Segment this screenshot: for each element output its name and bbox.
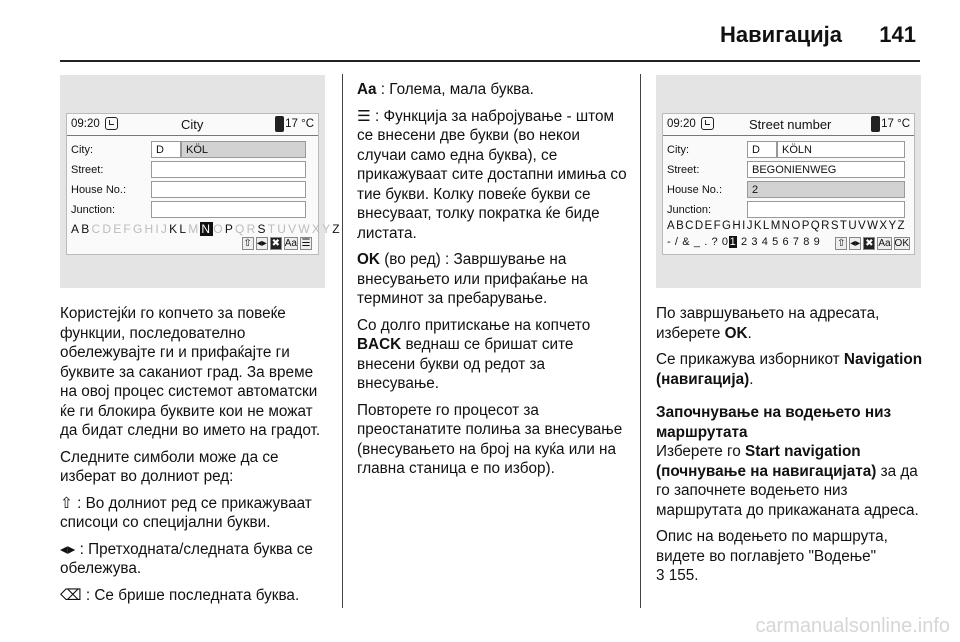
paragraph: Повторете го процесот за преостанатите полиња за внесување (внесувањето на број на куќа или на главна станица е по избор).	[357, 401, 623, 477]
key-a[interactable]: A	[71, 222, 82, 236]
key-d[interactable]: D	[102, 222, 114, 236]
page-reference-icon: 3	[656, 567, 665, 584]
paragraph	[656, 304, 924, 343]
key-w[interactable]: W	[298, 222, 312, 236]
paragraph-text: : Се брише последната буква.	[81, 586, 300, 604]
paragraph-text: По завршувањето на адресата, изберете	[656, 305, 880, 342]
keyboard-control-button[interactable]: ⇧	[837, 238, 846, 249]
paragraph	[60, 586, 330, 606]
house-number-input[interactable]: 2	[747, 181, 905, 198]
junction-input[interactable]	[747, 201, 905, 218]
thermometer-icon	[275, 116, 284, 132]
field-row-house	[667, 181, 912, 200]
street-input[interactable]: BEGONIENWEG	[747, 161, 905, 178]
screen-figure-city	[60, 75, 342, 288]
keyboard-control-button[interactable]: ◂▸	[256, 238, 267, 249]
field-row-street	[71, 161, 316, 180]
paragraph: Користејќи го копчето за повеќе функции, последователно обележувајте ги и прифаќајте ги буквите за саканиот град. За време на овој процес системот автоматски ќе ги блокира буквите кои не можат да бидат следни во името на градот.	[60, 305, 321, 439]
clock-icon	[701, 117, 714, 130]
key-v[interactable]: V	[288, 222, 299, 236]
keyboard-control-button[interactable]: OK	[894, 238, 909, 249]
status-bar	[67, 114, 318, 136]
status-bar	[663, 114, 914, 136]
ok-symbol: OK	[357, 251, 380, 268]
key-b[interactable]: B	[81, 222, 92, 236]
screen-figure-street-number	[656, 75, 921, 288]
keyboard-controls	[835, 237, 910, 250]
thermometer-icon	[871, 116, 880, 132]
keyboard-control-button[interactable]: ✖	[271, 238, 280, 249]
keyboard-control-button[interactable]: ✖	[865, 238, 874, 249]
temperature: 17 °C	[285, 118, 314, 130]
case-toggle-symbol: Aa	[357, 81, 377, 98]
backspace-icon: ⌫	[60, 586, 82, 604]
field-label: Street:	[667, 164, 700, 176]
key-j[interactable]: J	[160, 222, 170, 236]
screen-title: City	[181, 117, 204, 132]
keyboard-control-button[interactable]: ☰	[301, 238, 311, 249]
paragraph-text: : Претходната/следната буква се обележува.	[60, 540, 313, 577]
field-label: House No.:	[667, 184, 723, 196]
keyboard-control-button[interactable]: ◂▸	[850, 238, 861, 249]
clock-time: 09:20	[71, 118, 100, 130]
page-number: 141	[879, 22, 916, 47]
clock-time: 09:20	[667, 118, 696, 130]
key-p[interactable]: P	[224, 222, 236, 236]
key-z[interactable]: Z	[332, 222, 342, 236]
shift-icon: ⇧	[60, 494, 73, 512]
keyboard-control-button[interactable]: Aa	[284, 238, 297, 249]
field-label: Junction:	[667, 204, 712, 216]
key-n[interactable]: N	[201, 222, 213, 236]
key-x[interactable]: X	[311, 222, 323, 236]
section-heading: Започнување на водењето низ маршрутата	[656, 404, 892, 441]
key-r[interactable]: R	[246, 222, 258, 236]
screen-title: Street number	[749, 117, 832, 132]
key-f[interactable]: F	[123, 222, 133, 236]
page-title: Навигација	[720, 22, 842, 47]
house-number-input[interactable]	[151, 181, 306, 198]
paragraph-text: веднаш се бришат сите внесени букви од редот за внесување.	[357, 336, 574, 392]
column-divider	[640, 74, 641, 608]
paragraph-text: за да го започнете водењето низ маршрутата до прикажаната адреса.	[656, 462, 919, 519]
page-reference: 155.	[664, 567, 699, 584]
selected-key[interactable]: 1	[729, 236, 737, 248]
column-divider	[342, 74, 343, 608]
ok-term: OK	[724, 324, 748, 342]
key-s[interactable]: S	[257, 222, 268, 236]
paragraph	[357, 250, 629, 309]
paragraph-text: : Голема, мала буква.	[376, 81, 534, 98]
key-m[interactable]: M	[188, 222, 201, 236]
key-q[interactable]: Q	[235, 222, 247, 236]
field-label: Street:	[71, 164, 104, 176]
paragraph: Опис на водењето по маршрута, видете во поглавјето "Водење"	[656, 528, 888, 565]
paragraph	[60, 540, 330, 579]
field-row-city	[667, 141, 912, 160]
paragraph	[357, 316, 629, 394]
key-c[interactable]: C	[91, 222, 103, 236]
paragraph-text: : Функција за набројување - штом се внесени две букви (во некои случаи само една буква), се прикажуваат сите достапни имиња со тие букви. Колку повеќе букви се внесуваат, толку пократка ќе биде листата.	[357, 107, 627, 242]
navigation-term: Navigation (навигација)	[656, 351, 923, 388]
street-number-screen	[662, 113, 915, 255]
key-i[interactable]: I	[155, 222, 161, 236]
digit-keys[interactable]: 2 3 4 5 6 7 8 9	[740, 236, 821, 248]
letter-keyboard[interactable]: ABCDEFGHIJKLMNOPQRSTUVWXYZ	[667, 220, 906, 232]
country-field[interactable]: D	[747, 141, 777, 158]
key-e[interactable]: E	[113, 222, 124, 236]
paragraph-text: .	[749, 370, 754, 388]
key-l[interactable]: L	[179, 222, 189, 236]
key-t[interactable]: T	[267, 222, 278, 236]
list-icon: ☰	[357, 107, 371, 125]
start-navigation-term: Start navigation (почнување на навигацијата)	[656, 443, 877, 480]
paragraph-text: Се прикажува изборникот	[656, 351, 844, 368]
paragraph: Следните симболи може да се изберат во долниот ред:	[60, 448, 279, 485]
field-row-junction	[667, 201, 912, 220]
key-o[interactable]: O	[213, 222, 225, 236]
paragraph	[357, 107, 629, 244]
paragraph-text: Со долго притискање на копчето	[357, 316, 591, 334]
paragraph-text: Изберете го	[656, 443, 746, 460]
field-row-street	[667, 161, 912, 180]
temperature: 17 °C	[881, 118, 910, 130]
paragraph	[656, 442, 924, 520]
header-divider	[60, 60, 920, 62]
paragraph-text: .	[747, 324, 752, 342]
column-3	[656, 304, 924, 593]
key-k[interactable]: K	[169, 222, 180, 236]
paragraph-text: : Во долниот ред се прикажуваат списоци со специјални букви.	[60, 494, 312, 531]
city-input[interactable]: KÖL	[181, 141, 306, 158]
city-input[interactable]: KÖLN	[777, 141, 905, 158]
key-g[interactable]: G	[132, 222, 145, 236]
keyboard-control-button[interactable]: ⇧	[243, 238, 252, 249]
junction-input[interactable]	[151, 201, 306, 218]
field-label: City:	[667, 144, 689, 156]
back-key-name: BACK	[357, 336, 402, 353]
city-entry-screen	[66, 113, 342, 255]
column-2	[357, 80, 629, 486]
keyboard-control-button[interactable]: Aa	[878, 238, 891, 249]
field-row-city	[71, 141, 316, 160]
paragraph-text: (во ред) : Завршување на внесувањето или прифаќање на терминот за пребарување.	[357, 251, 588, 307]
field-row-house	[71, 181, 316, 200]
field-label: City:	[71, 144, 93, 156]
paragraph	[60, 494, 330, 533]
field-row-junction	[71, 201, 316, 220]
key-y[interactable]: Y	[322, 222, 333, 236]
key-h[interactable]: H	[144, 222, 156, 236]
clock-icon	[105, 117, 118, 130]
country-field[interactable]: D	[151, 141, 181, 158]
paragraph	[656, 350, 924, 389]
key-u[interactable]: U	[277, 222, 289, 236]
paragraph	[656, 566, 924, 586]
field-label: House No.:	[71, 184, 127, 196]
arrows-icon: ◂▸	[60, 540, 76, 558]
letter-keyboard[interactable]	[71, 222, 342, 236]
watermark: carmanualsonline.info	[755, 615, 950, 637]
field-label: Junction:	[71, 204, 116, 216]
keyboard-controls	[242, 237, 312, 250]
paragraph	[357, 80, 629, 100]
column-1	[60, 304, 330, 612]
street-input[interactable]	[151, 161, 306, 178]
special-keys[interactable]: - / & _ . ? 0	[667, 236, 729, 248]
page-header	[60, 14, 920, 54]
